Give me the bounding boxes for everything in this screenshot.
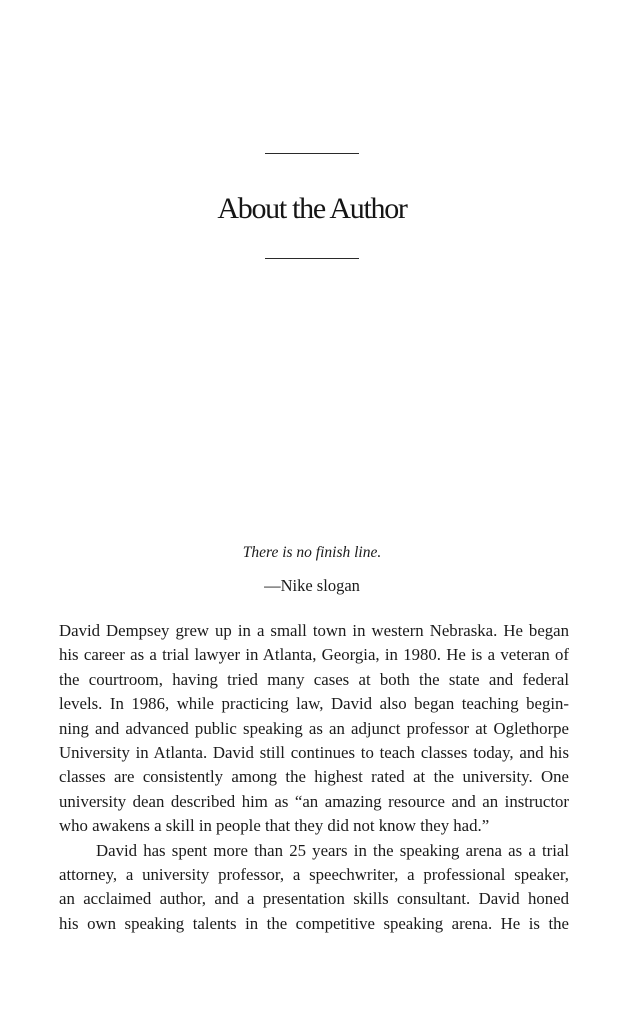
epigraph	[0, 542, 624, 597]
bio-line: his career as a trial lawyer in Atlanta, Georgia, in 1980. He is a veteran of	[59, 645, 569, 665]
bio-line: who awakens a skill in people that they did not know they had.”	[59, 816, 490, 836]
epigraph-attribution: —Nike slogan	[264, 576, 360, 595]
bio-line: classes are consistently among the highest rated at the university. One	[59, 767, 569, 787]
bio-line: university dean described him as “an amazing resource and an instructor	[59, 791, 569, 811]
page-title: About the Author	[217, 192, 407, 225]
bio-line: an acclaimed author, and a presentation skills consultant. David honed	[59, 889, 569, 909]
bio-line: levels. In 1986, while practicing law, David also began teaching begin-	[59, 694, 569, 714]
bio-line: attorney, a university professor, a speechwriter, a professional speaker,	[59, 865, 569, 885]
epigraph-quote: There is no finish line.	[242, 544, 382, 561]
title-top-rule	[265, 153, 359, 154]
title-bottom-rule	[265, 258, 359, 259]
bio-line: David Dempsey grew up in a small town in western Nebraska. He began	[59, 621, 569, 640]
bio-line: University in Atlanta. David still continues to teach classes today, and his	[59, 743, 569, 763]
bio-line: his own speaking talents in the competitive speaking arena. He is the	[59, 913, 569, 933]
bio-line: ning and advanced public speaking as an adjunct professor at Oglethorpe	[59, 718, 569, 738]
author-bio	[59, 619, 569, 936]
bio-line: the courtroom, having tried many cases at both the state and federal	[59, 669, 569, 689]
bio-line: David has spent more than 25 years in the speaking arena as a trial	[96, 840, 569, 860]
